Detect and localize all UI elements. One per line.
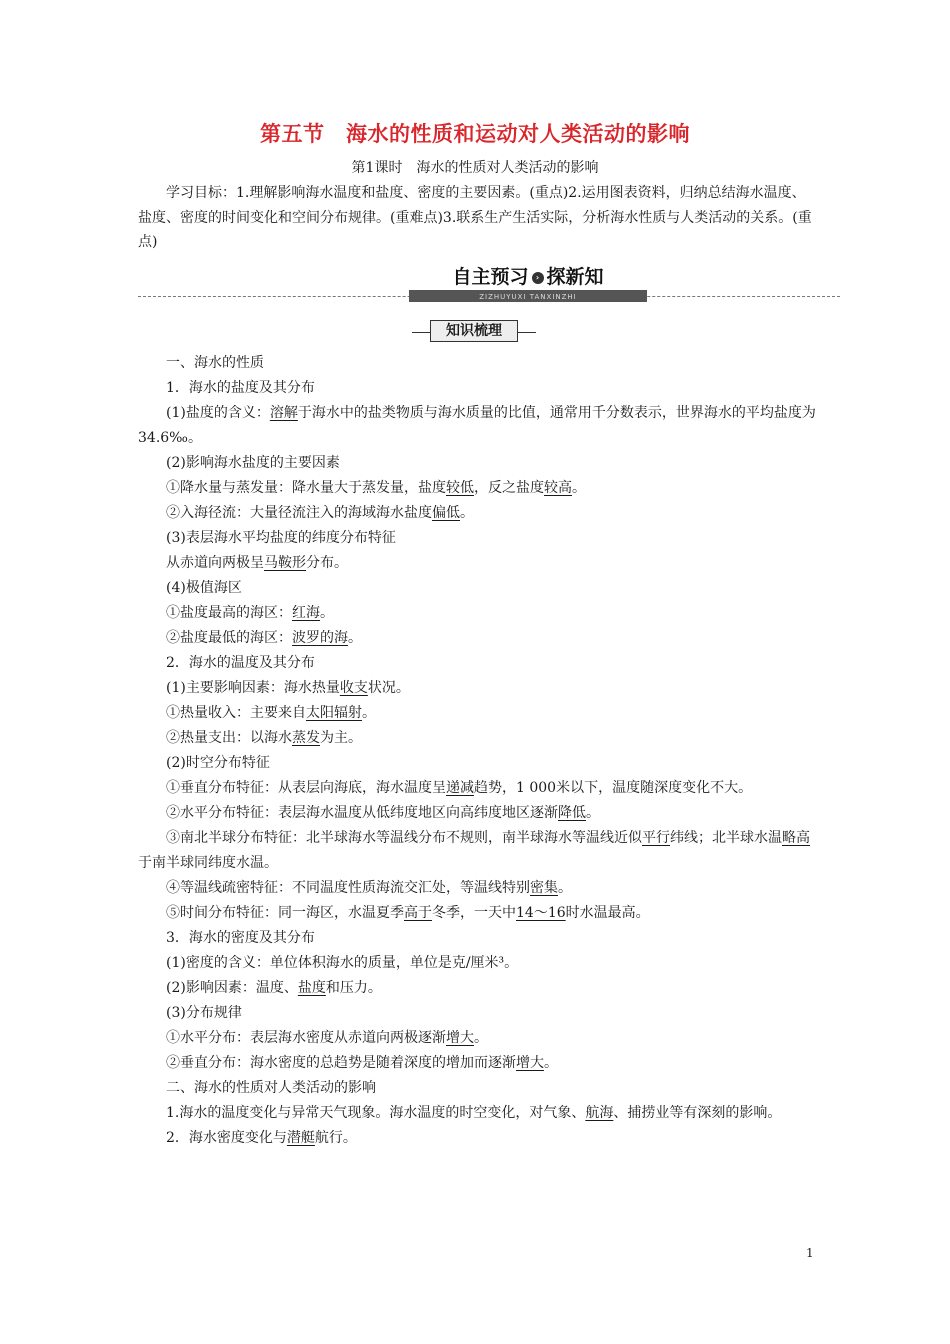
document-body: [138, 351, 818, 1151]
answer-blank: 波罗的海: [292, 630, 348, 646]
body-paragraph: [138, 776, 818, 801]
section-banner: [138, 264, 840, 304]
paragraph-text: 2．海水密度变化与: [166, 1130, 287, 1146]
paragraph-text: 为主。: [320, 730, 362, 746]
paragraph-text: 。: [572, 480, 586, 496]
body-paragraph: [138, 376, 818, 401]
answer-blank: 平行: [642, 830, 670, 846]
paragraph-text: 。: [348, 630, 362, 646]
paragraph-text: 冬季，一天中: [432, 905, 516, 921]
answer-blank: 太阳辐射: [306, 705, 362, 721]
answer-blank: 14～16: [516, 905, 566, 921]
paragraph-text: (2)时空分布特征: [166, 755, 270, 771]
paragraph-text: (1)密度的含义：单位体积海水的质量，单位是克/厘米³。: [166, 955, 519, 971]
answer-blank: 较低: [446, 480, 474, 496]
body-paragraph: [138, 926, 818, 951]
body-paragraph: [138, 751, 818, 776]
answer-blank: 盐度: [297, 980, 326, 996]
paragraph-text: 。: [474, 1030, 488, 1046]
paragraph-text: ①降水量与蒸发量：降水量大于蒸发量，盐度: [166, 480, 446, 496]
body-paragraph: [138, 1126, 818, 1151]
paragraph-text: ①盐度最高的海区：: [166, 605, 292, 621]
paragraph-text: 1．海水的盐度及其分布: [166, 380, 315, 396]
body-paragraph: [138, 826, 818, 876]
paragraph-text: ④等温线疏密特征：不同温度性质海流交汇处，等温线特别: [166, 880, 530, 896]
body-paragraph: [138, 1101, 818, 1126]
knowledge-tag-label: 知识梳理: [430, 320, 518, 342]
body-paragraph: [138, 351, 818, 376]
paragraph-text: 趋势，1 000米以下，温度随深度变化不大。: [474, 780, 753, 796]
paragraph-text: 1.海水的温度变化与异常天气现象。海水温度的时空变化，对气象、: [166, 1105, 586, 1121]
paragraph-text: (3)分布规律: [166, 1005, 242, 1021]
body-paragraph: [138, 551, 818, 576]
paragraph-text: ①热量收入：主要来自: [166, 705, 306, 721]
paragraph-text: 纬线；北半球水温: [670, 830, 782, 846]
paragraph-text: (3)表层海水平均盐度的纬度分布特征: [166, 530, 396, 546]
body-paragraph: [138, 601, 818, 626]
answer-blank: 红海: [292, 605, 320, 621]
paragraph-text: ②盐度最低的海区：: [166, 630, 292, 646]
paragraph-text: ，反之盐度: [474, 480, 544, 496]
answer-blank: 马鞍形: [264, 555, 306, 571]
answer-blank: 潜艇: [286, 1130, 315, 1146]
body-paragraph: [138, 901, 818, 926]
paragraph-text: 。: [586, 805, 600, 821]
paragraph-text: (1)盐度的含义：: [166, 405, 270, 421]
learning-goals: 学习目标：1.理解影响海水温度和盐度、密度的主要因素。(重点)2.运用图表资料，归纳总结海水温度、盐度、密度的时间变化和空间分布规律。(重难点)3.联系生产生活实际，分析海水性质与人类活动的关系。(重点): [138, 185, 812, 250]
paragraph-text: 于南半球同纬度水温。: [138, 855, 278, 871]
body-paragraph: [138, 1076, 818, 1101]
paragraph-text: 。: [320, 605, 334, 621]
knowledge-tag: [412, 320, 536, 342]
body-paragraph: [138, 1026, 818, 1051]
body-paragraph: [138, 526, 818, 551]
answer-blank: 高于: [404, 905, 432, 921]
body-paragraph: [138, 1001, 818, 1026]
paragraph-text: ②水平分布特征：表层海水温度从低纬度地区向高纬度地区逐渐: [166, 805, 558, 821]
paragraph-text: 。: [460, 505, 474, 521]
paragraph-text: 和压力。: [325, 980, 382, 996]
body-paragraph: [138, 876, 818, 901]
answer-blank: 收支: [339, 680, 368, 696]
answer-blank: 略高: [782, 830, 810, 846]
answer-blank: 偏低: [432, 505, 460, 521]
answer-blank: 较高: [544, 480, 572, 496]
body-paragraph: [138, 451, 818, 476]
answer-blank: 溶解: [269, 405, 298, 421]
page-number: 1: [806, 1246, 814, 1260]
paragraph-text: 3．海水的密度及其分布: [166, 930, 315, 946]
answer-blank: 降低: [558, 805, 586, 821]
paragraph-text: 。: [362, 705, 376, 721]
paragraph-text: 。: [544, 1055, 558, 1071]
banner-heading: [409, 264, 647, 294]
body-paragraph: [138, 476, 818, 501]
paragraph-text: (1)主要影响因素：海水热量: [166, 680, 340, 696]
body-paragraph: [138, 976, 818, 1001]
answer-blank: 增大: [446, 1030, 474, 1046]
banner-right-text: 探新知: [546, 266, 604, 288]
paragraph-text: ⑤时间分布特征：同一海区，水温夏季: [166, 905, 404, 921]
paragraph-text: ①水平分布：表层海水密度从赤道向两极逐渐: [166, 1030, 446, 1046]
paragraph-text: 航行。: [314, 1130, 357, 1146]
paragraph-text: (2)影响海水盐度的主要因素: [166, 455, 340, 471]
paragraph-text: (4)极值海区: [166, 580, 242, 596]
body-paragraph: [138, 651, 818, 676]
body-paragraph: [138, 1051, 818, 1076]
banner-left-text: 自主预习: [452, 266, 529, 288]
paragraph-text: 。: [558, 880, 572, 896]
banner-pinyin: ZIZHUYUXI TANXINZHI: [409, 292, 647, 302]
body-paragraph: [138, 626, 818, 651]
paragraph-text: 分布。: [306, 555, 348, 571]
lesson-subtitle: 第1课时 海水的性质对人类活动的影响: [351, 160, 599, 176]
paragraph-text: ③南北半球分布特征：北半球海水等温线分布不规则，南半球海水等温线近似: [166, 830, 642, 846]
answer-blank: 密集: [530, 880, 558, 896]
paragraph-text: (2)影响因素：温度、: [166, 980, 298, 996]
paragraph-text: 二、海水的性质对人类活动的影响: [166, 1080, 376, 1096]
paragraph-text: 一、海水的性质: [166, 355, 264, 371]
paragraph-text: 、捕捞业等有深刻的影响。: [613, 1105, 782, 1121]
answer-blank: 航海: [585, 1105, 614, 1121]
body-paragraph: [138, 801, 818, 826]
answer-blank: 蒸发: [292, 730, 320, 746]
body-paragraph: [138, 951, 818, 976]
paragraph-text: ②热量支出：以海水: [166, 730, 292, 746]
body-paragraph: [138, 701, 818, 726]
body-paragraph: [138, 401, 818, 451]
body-paragraph: [138, 676, 818, 701]
body-paragraph: [138, 726, 818, 751]
arrow-circle-icon: ›: [532, 272, 544, 284]
body-paragraph: [138, 501, 818, 526]
paragraph-text: 2．海水的温度及其分布: [166, 655, 315, 671]
paragraph-text: 于海水中的盐类物质与海水质量的比值，通常用千分数表示，世界海水的平均盐度为34.6‰。: [138, 405, 816, 446]
paragraph-text: ②垂直分布：海水密度的总趋势是随着深度的增加而逐渐: [166, 1055, 516, 1071]
paragraph-text: ①垂直分布特征：从表层向海底，海水温度呈: [166, 780, 446, 796]
paragraph-text: 状况。: [367, 680, 410, 696]
paragraph-text: 从赤道向两极呈: [166, 555, 264, 571]
answer-blank: 增大: [516, 1055, 544, 1071]
answer-blank: 递减: [446, 780, 474, 796]
paragraph-text: 时水温最高。: [565, 905, 650, 921]
body-paragraph: [138, 576, 818, 601]
paragraph-text: ②入海径流：大量径流注入的海域海水盐度: [166, 505, 432, 521]
section-title: 第五节 海水的性质和运动对人类活动的影响: [260, 122, 690, 146]
